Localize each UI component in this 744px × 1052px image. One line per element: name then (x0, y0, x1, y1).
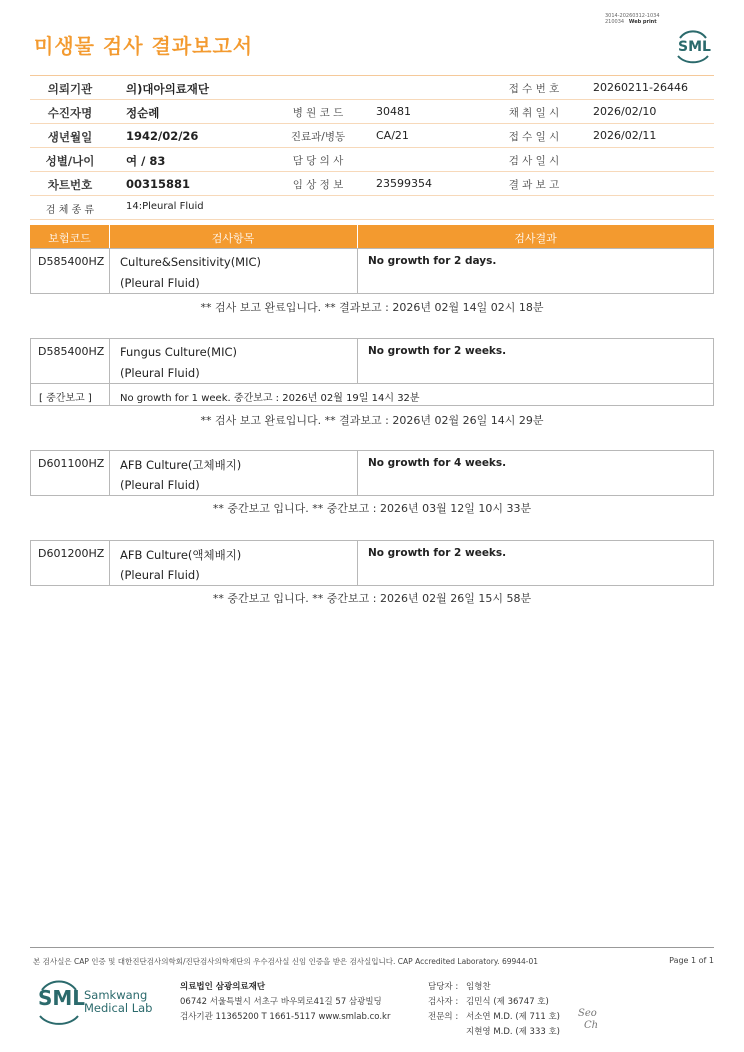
webprint-id: 3014-20260312-1034 (605, 13, 660, 19)
patient-info-table (30, 75, 714, 220)
result-code: D585400HZ (38, 255, 105, 268)
signature-1: Seo (578, 1008, 597, 1019)
result-status: ** 검사 보고 완료입니다. ** 결과보고 : 2026년 02월 14일 02시 18분 (200, 301, 544, 314)
report-title: 미생물 검사 결과보고서 (34, 34, 254, 58)
result-status: ** 중간보고 입니다. ** 중간보고 : 2026년 03월 12일 10시 33분 (212, 502, 532, 515)
value-birth-date: 1942/02/26 (126, 129, 199, 143)
result-test-name: Fungus Culture(MIC) (120, 345, 237, 359)
info-row (30, 76, 714, 100)
info-row (30, 124, 714, 148)
value-chart-no: 00315881 (126, 177, 191, 191)
org-address-block (180, 980, 390, 1025)
result-specimen: (Pleural Fluid) (120, 478, 200, 492)
label-physician: 담 당 의 사 (292, 155, 344, 167)
info-row (30, 196, 714, 220)
result-specimen: (Pleural Fluid) (120, 366, 200, 380)
label-specimen-type: 검 체 종 류 (45, 205, 95, 216)
label-requesting-org: 의뢰기관 (47, 82, 93, 96)
signature (578, 1008, 598, 1032)
info-row (30, 148, 714, 172)
sml-logo (672, 26, 714, 66)
result-value: No growth for 2 weeks. (368, 547, 507, 559)
staff-role: 담당자 : (428, 982, 459, 992)
staff-role: 검사자 : (428, 997, 459, 1007)
result-test-name: AFB Culture(액체배지) (120, 548, 242, 562)
interim-text: No growth for 1 week. 중간보고 : 2026년 02월 19일 14시 32분 (120, 393, 420, 404)
staff-name: 서소연 M.D. (제 711 호) (466, 1012, 561, 1022)
value-department: CA/21 (376, 129, 409, 142)
label-result-report: 결 과 보 고 (508, 179, 560, 191)
staff-name: 임형찬 (466, 982, 491, 992)
result-specimen: (Pleural Fluid) (120, 568, 200, 582)
staff-role: 전문의 : (428, 1012, 459, 1022)
signature-2: Ch (584, 1020, 599, 1031)
value-requesting-org: 의)대아의료재단 (126, 82, 210, 96)
value-collection-date: 2026/02/10 (593, 105, 657, 118)
logo-text: SML (678, 39, 711, 55)
result-specimen: (Pleural Fluid) (120, 276, 200, 290)
header-test-result: 검사결과 (514, 232, 557, 245)
staff-role (428, 1025, 466, 1040)
result-block (30, 450, 714, 496)
label-department: 진료과/병동 (290, 131, 346, 143)
label-accession-no: 접 수 번 호 (508, 83, 560, 95)
info-row (30, 172, 714, 196)
footer-logo-name1: Samkwang (84, 988, 148, 1002)
webprint-label: Web print (628, 19, 657, 25)
result-code: D585400HZ (38, 345, 105, 358)
result-value: No growth for 2 days. (368, 255, 497, 267)
value-sex-age: 여 / 83 (126, 154, 166, 168)
result-block (30, 540, 714, 586)
staff-name: 지현영 M.D. (제 333 호) (466, 1027, 561, 1037)
header-insurance-code: 보험코드 (48, 232, 91, 245)
value-hospital-code: 30481 (376, 105, 411, 118)
result-code: D601200HZ (38, 547, 105, 560)
value-accession-no: 20260211-26446 (593, 81, 688, 94)
label-patient-name: 수진자명 (47, 106, 93, 120)
label-clinical-info: 임 상 정 보 (292, 179, 344, 191)
page-number: Page 1 of 1 (669, 956, 714, 965)
org-address: 06742 서울특별시 서초구 바우뫼로41길 57 삼광빌딩 (180, 997, 382, 1007)
webprint-stamp (605, 13, 660, 25)
interim-label: [ 중간보고 ] (39, 393, 92, 404)
label-receipt-date: 접 수 일 시 (508, 131, 560, 143)
value-patient-name: 정순례 (126, 106, 160, 120)
label-birth-date: 생년월일 (47, 130, 93, 144)
value-clinical-info: 23599354 (376, 177, 432, 190)
label-chart-no: 차트번호 (47, 178, 93, 192)
accreditation-note: 본 검사실은 CAP 인증 및 대한진단검사의학회/진단검사의학재단의 우수검사실 신임 인증을 받은 검사실입니다. CAP Accredited Laboratory. 69944-01 (33, 957, 539, 966)
header-test-item: 검사항목 (211, 232, 255, 245)
footer-divider (30, 947, 714, 948)
result-block (30, 338, 714, 384)
value-specimen-type: 14:Pleural Fluid (126, 201, 204, 212)
label-test-date: 검 사 일 시 (508, 155, 560, 167)
results-header (30, 225, 714, 248)
result-status: ** 중간보고 입니다. ** 중간보고 : 2026년 02월 26일 15시 58분 (212, 592, 532, 605)
footer-logo-name2: Medical Lab (84, 1001, 153, 1015)
result-status: ** 검사 보고 완료입니다. ** 결과보고 : 2026년 02월 26일 14시 29분 (200, 414, 544, 427)
staff-name: 김민식 (제 36747 호) (466, 997, 549, 1007)
footer-logo-sml: SML (38, 986, 86, 1010)
value-receipt-date: 2026/02/11 (593, 129, 657, 142)
info-row (30, 100, 714, 124)
webprint-id2: 210034 (605, 19, 625, 25)
staff-block (428, 980, 560, 1040)
label-sex-age: 성별/나이 (45, 154, 95, 168)
label-collection-date: 채 취 일 시 (508, 107, 560, 119)
result-block (30, 248, 714, 294)
result-test-name: AFB Culture(고체배지) (120, 458, 242, 472)
org-contact: 검사기관 11365200 T 1661-5117 www.smlab.co.kr (180, 1012, 391, 1022)
org-name: 의료법인 삼광의료재단 (180, 982, 266, 992)
result-test-name: Culture&Sensitivity(MIC) (120, 255, 262, 269)
result-value: No growth for 2 weeks. (368, 345, 507, 357)
label-hospital-code: 병 원 코 드 (292, 107, 344, 119)
samkwang-logo (36, 980, 156, 1026)
interim-report-row (30, 384, 714, 406)
result-value: No growth for 4 weeks. (368, 457, 507, 469)
result-code: D601100HZ (38, 457, 105, 470)
